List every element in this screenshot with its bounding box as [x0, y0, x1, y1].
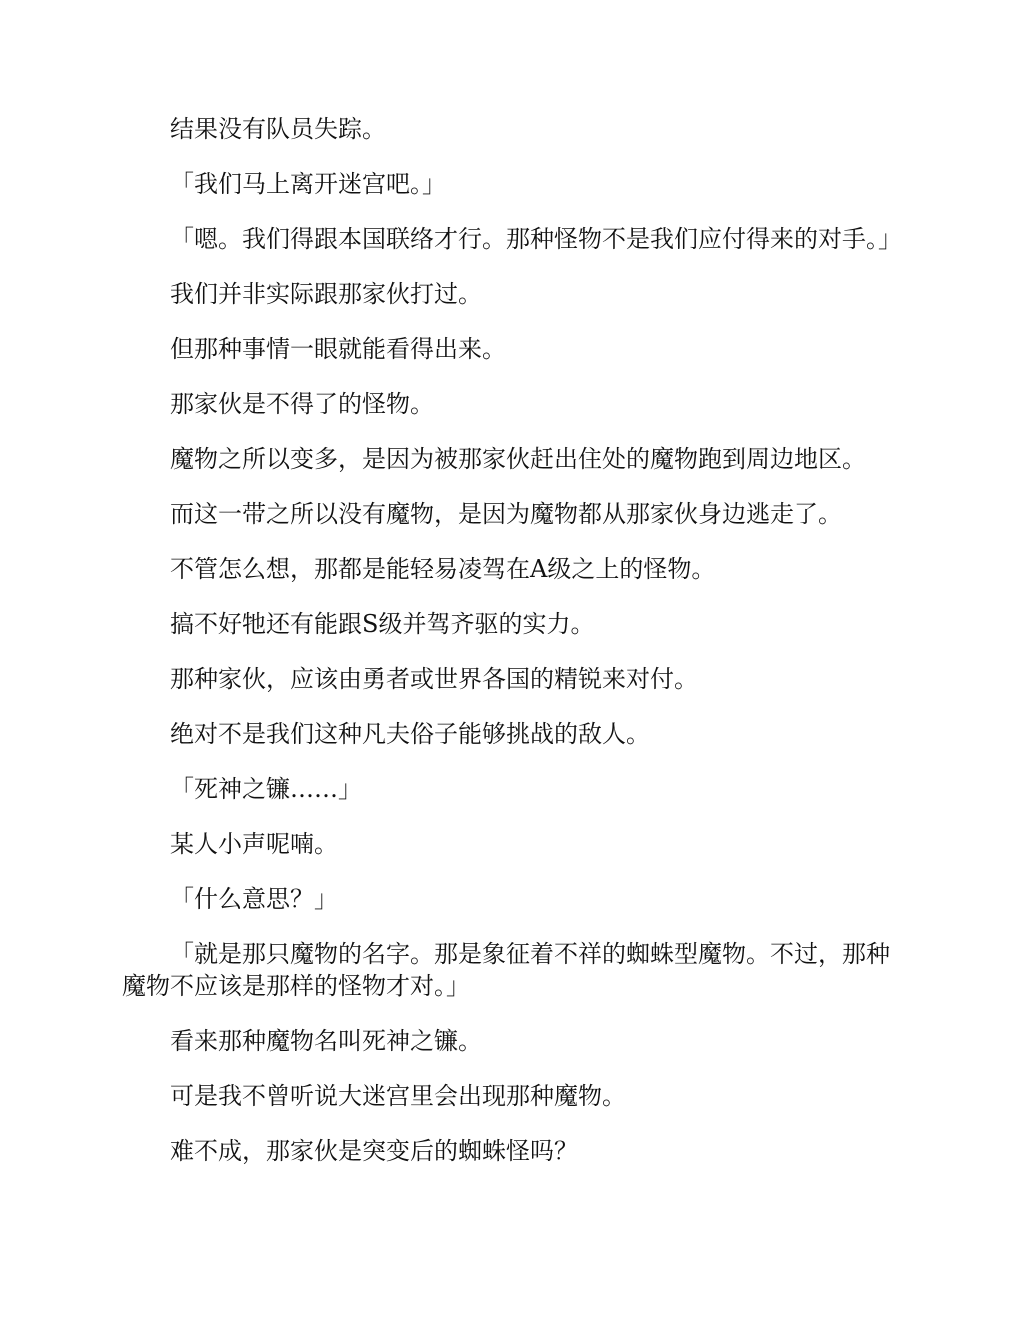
paragraph: 但那种事情一眼就能看得出来。	[170, 335, 506, 363]
paragraph: 看来那种魔物名叫死神之镰。	[170, 1027, 482, 1055]
paragraph: 绝对不是我们这种凡夫俗子能够挑战的敌人。	[170, 720, 650, 748]
paragraph: 「嗯。我们得跟本国联络才行。那种怪物不是我们应付得来的对手。」	[170, 225, 902, 253]
paragraph: 某人小声呢喃。	[170, 830, 338, 858]
paragraph: 不管怎么想，那都是能轻易凌驾在A级之上的怪物。	[170, 555, 716, 583]
paragraph: 「我们马上离开迷宫吧。」	[170, 170, 446, 198]
paragraph: 那家伙是不得了的怪物。	[170, 390, 434, 418]
paragraph: 可是我不曾听说大迷宫里会出现那种魔物。	[170, 1082, 626, 1110]
paragraph: 魔物之所以变多，是因为被那家伙赶出住处的魔物跑到周边地区。	[170, 445, 866, 473]
paragraph: 「死神之镰……」	[170, 775, 362, 803]
body-text	[122, 113, 904, 1190]
paragraph: 「就是那只魔物的名字。那是象征着不祥的蜘蛛型魔物。不过，那种魔物不应该是那样的怪物才对。」	[122, 940, 890, 1000]
paragraph: 而这一带之所以没有魔物，是因为魔物都从那家伙身边逃走了。	[170, 500, 842, 528]
paragraph: 我们并非实际跟那家伙打过。	[170, 280, 482, 308]
paragraph: 那种家伙，应该由勇者或世界各国的精锐来对付。	[170, 665, 698, 693]
paragraph: 「什么意思？」	[170, 885, 338, 913]
paragraph: 难不成，那家伙是突变后的蜘蛛怪吗？	[170, 1137, 578, 1165]
paragraph: 结果没有队员失踪。	[170, 115, 386, 143]
paragraph: 搞不好牠还有能跟S级并驾齐驱的实力。	[170, 610, 595, 638]
